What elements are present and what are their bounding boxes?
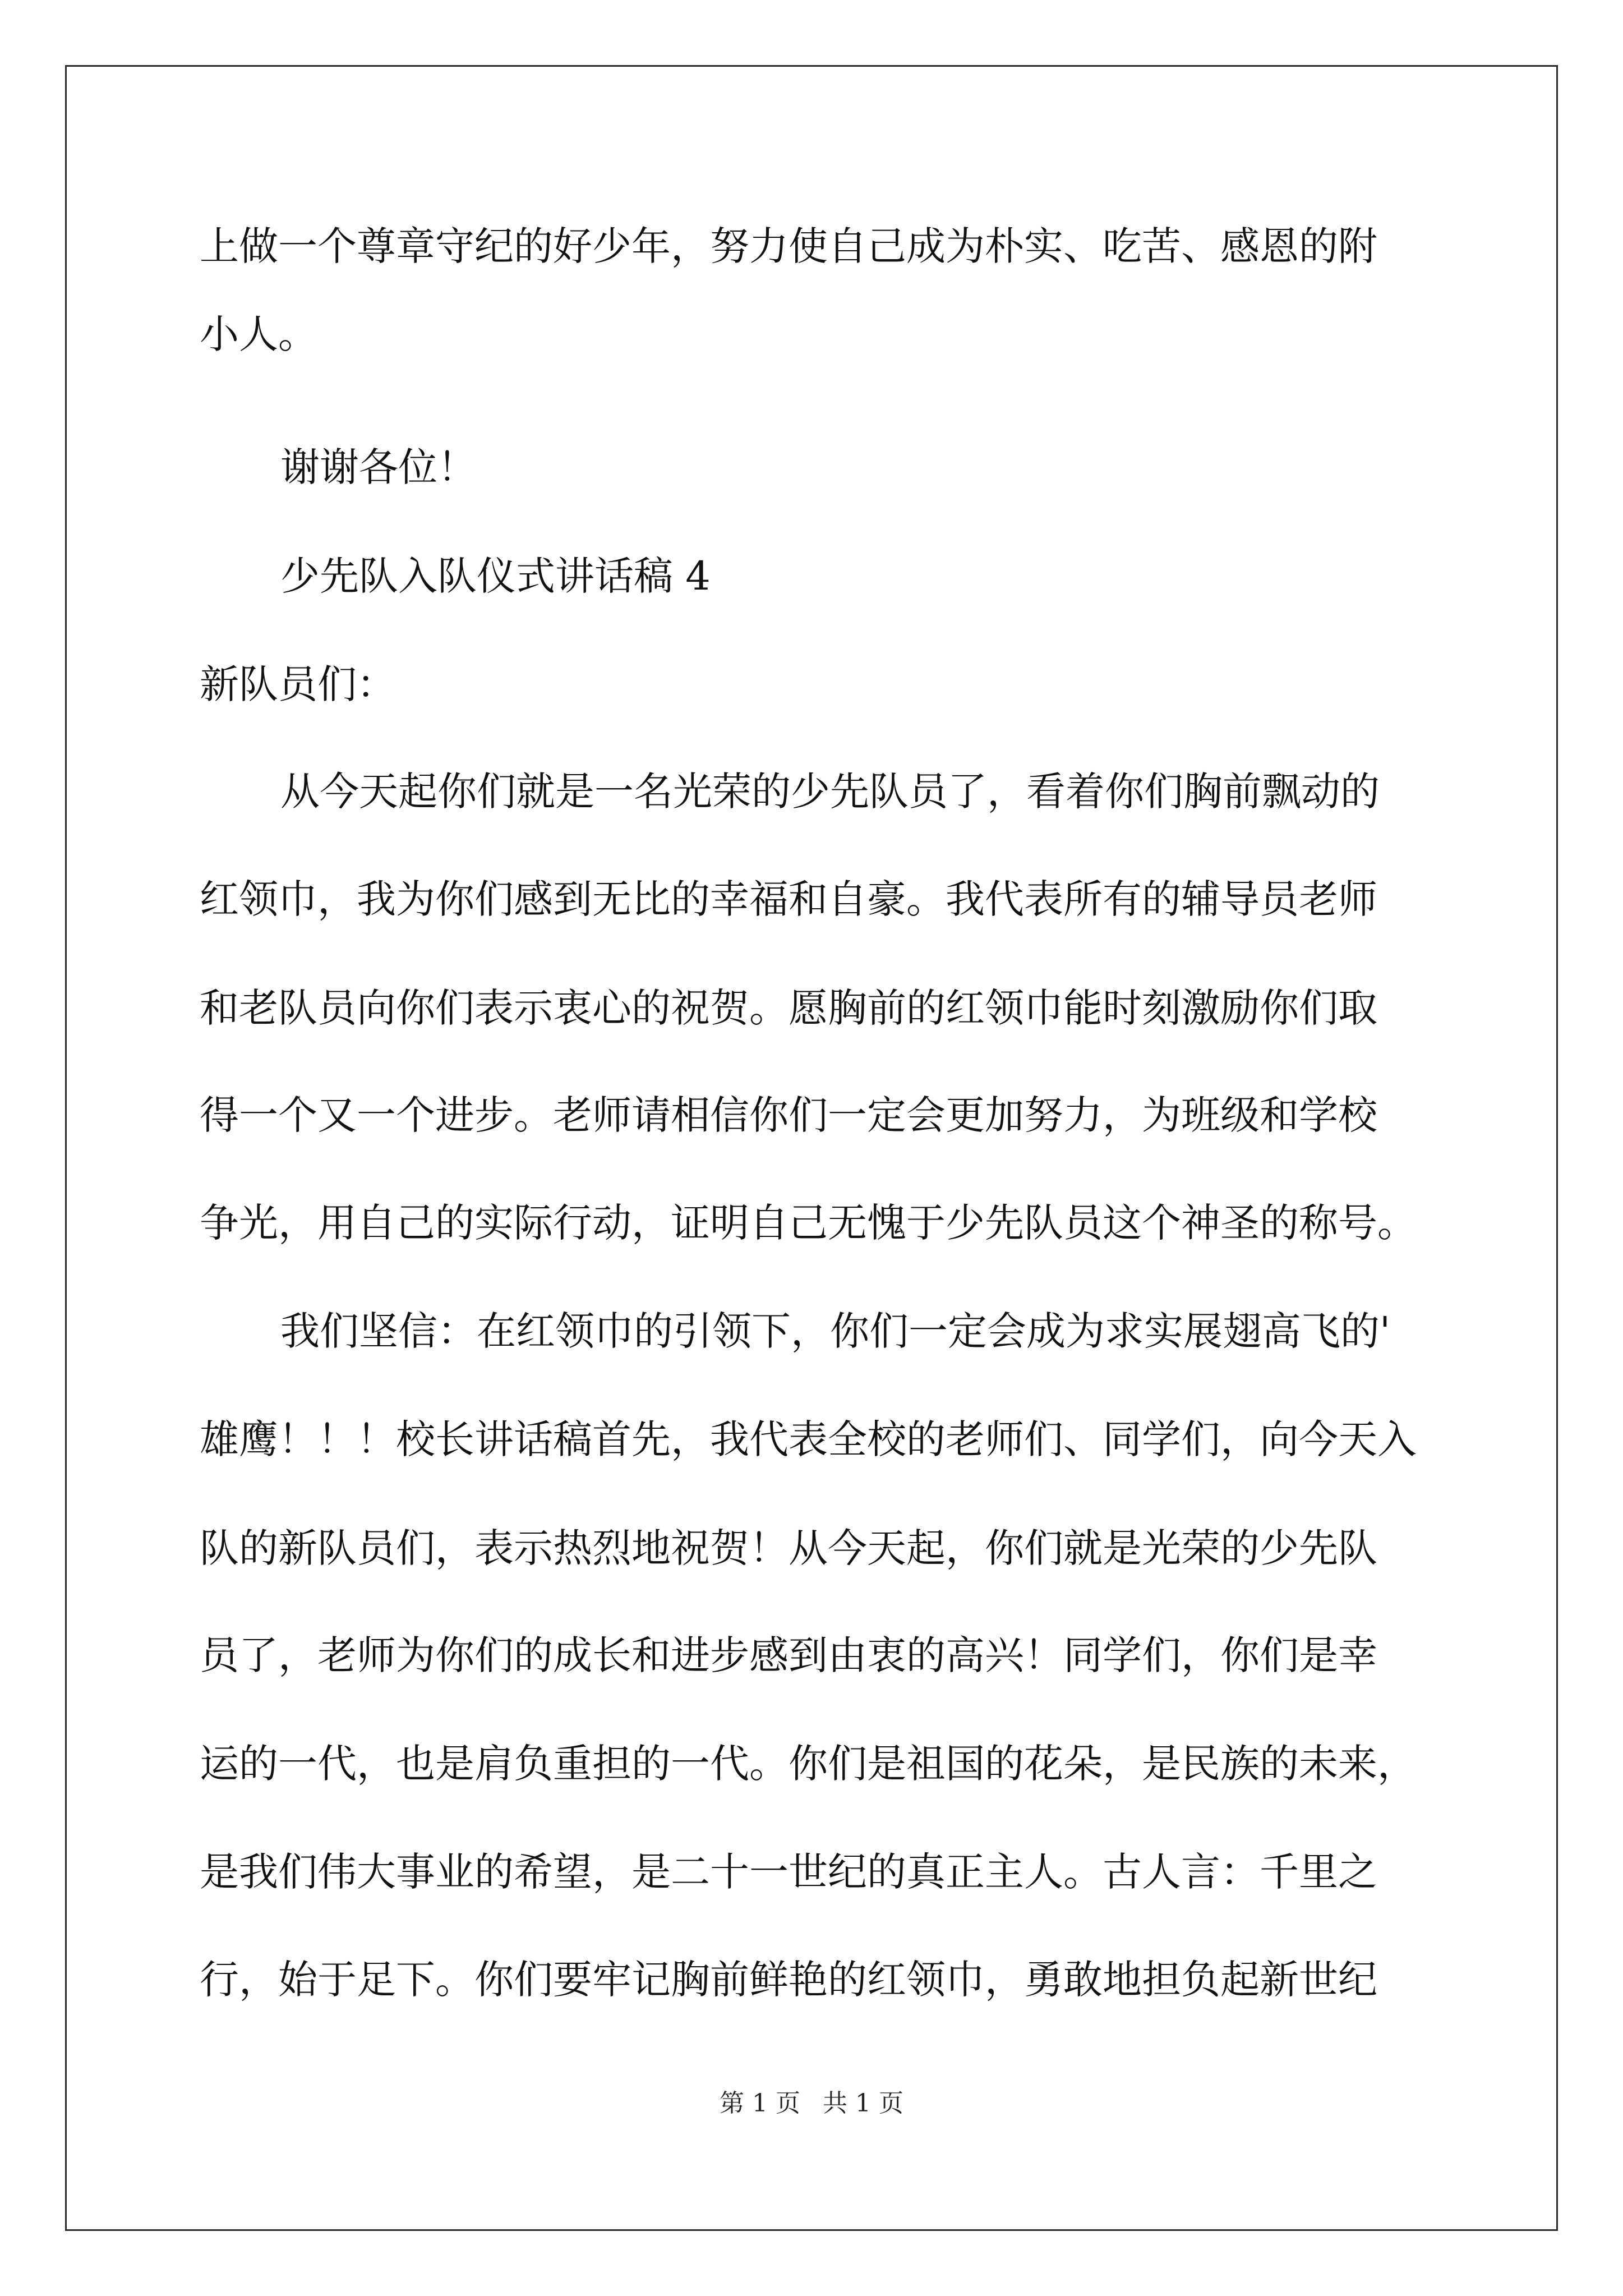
text-line-7: 红领巾，我为你们感到无比的幸福和自豪。我代表所有的辅导员老师 (200, 876, 1377, 922)
text-line-1: 上做一个尊章守纪的好少年，努力使自己成为朴实、吃苦、感恩的附 (200, 223, 1377, 269)
page-border (65, 65, 1558, 2231)
text-line-13: 队的新队员们，表示热烈地祝贺！从今天起，你们就是光荣的少先队 (200, 1525, 1377, 1571)
text-line-8: 和老队员向你们表示衷心的祝贺。愿胸前的红领巾能时刻激励你们取 (200, 985, 1377, 1031)
text-line-15: 运的一代，也是肩负重担的一代。你们是祖国的花朵，是民族的未来， (200, 1741, 1417, 1787)
text-line-16: 是我们伟大事业的希望，是二十一世纪的真正主人。古人言：千里之 (200, 1849, 1377, 1895)
text-line-2: 小人。 (200, 311, 317, 357)
page-total: 共 1 页 (823, 2089, 903, 2118)
text-line-12: 雄鹰！！！校长讲话稿首先，我代表全校的老师们、同学们，向今天入 (200, 1416, 1417, 1462)
text-line-9: 得一个又一个进步。老师请相信你们一定会更加努力，为班级和学校 (200, 1092, 1377, 1138)
page-footer (0, 2087, 1623, 2120)
text-line-14: 员了，老师为你们的成长和进步感到由衷的高兴！同学们，你们是幸 (200, 1632, 1377, 1678)
text-line-6: 从今天起你们就是一名光荣的少先队员了，看着你们胸前飘动的 (280, 769, 1380, 815)
salutation: 新队员们： (200, 661, 396, 707)
text-line-10: 争光，用自己的实际行动，证明自己无愧于少先队员这个神圣的称号。 (200, 1200, 1417, 1246)
text-line-17: 行，始于足下。你们要牢记胸前鲜艳的红领巾，勇敢地担负起新世纪 (200, 1957, 1377, 2003)
section-title: 少先队入队仪式讲话稿 4 (280, 553, 711, 599)
page-number: 第 1 页 (720, 2089, 800, 2118)
text-line-3: 谢谢各位！ (280, 444, 477, 490)
text-line-11: 我们坚信：在红领巾的引领下，你们一定会成为求实展翅高飞的' (280, 1308, 1391, 1354)
